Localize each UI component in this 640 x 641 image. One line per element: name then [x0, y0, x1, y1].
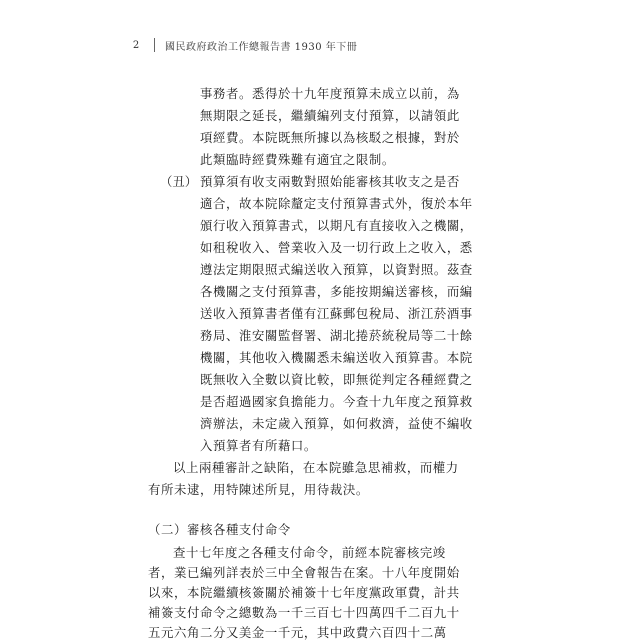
text-line: 項經費。本院既無所據以為核駁之根據，對於	[200, 130, 460, 145]
text-line: 入預算者有所藉口。	[200, 438, 317, 453]
text-line: 務局、淮安關監督署、湖北捲菸統稅局等二十餘	[200, 328, 473, 343]
text-line: 是否超過國家負擔能力。今查十九年度之預算救	[200, 394, 473, 409]
text-line: 各機關之支付預算書，多能按期編送審核，而編	[200, 284, 473, 299]
text-line: 以來，本院繼續核簽關於補簽十七年度黨政軍費，計共	[148, 585, 460, 600]
text-line: 適合，故本院除釐定支付預算書式外，復於本年	[200, 196, 473, 211]
text-line: 機關，其他收入機關悉未編送收入預算書。本院	[200, 350, 473, 365]
text-line: 此類臨時經費殊難有適宜之限制。	[200, 152, 395, 167]
text-line: 如租稅收入、營業收入及一切行政上之收入，悉	[200, 240, 473, 255]
text-line: 遵法定期限照式編送收入預算，以資對照。茲查	[200, 262, 473, 277]
section-heading: （二）審核各種支付命令	[148, 522, 291, 537]
text-line: 事務者。悉得於十九年度預算未成立以前，為	[200, 86, 460, 101]
text-line: 濟辦法，未定歲入預算，如何救濟，益使不編收	[200, 416, 473, 431]
text-line: 以上兩種審計之缺陷，在本院雖急思補救，而權力	[173, 460, 459, 475]
text-line: 有所未逮，用特陳述所見，用待裁決。	[148, 482, 369, 497]
text-line: 無期限之延長，繼續編列支付預算，以請領此	[200, 108, 460, 123]
text-line: 補簽支付命令之總數為一千三百七十四萬四千二百九十	[148, 605, 460, 620]
text-line: 預算須有收支兩數對照始能審核其收支之是否	[200, 174, 460, 189]
text-line: 者，業已編列詳表於三中全會報告在案。十八年度開始	[148, 565, 460, 580]
page-number: 2	[132, 39, 140, 51]
text-line: 五元六角二分又美金一千元，其中政費六百四十二萬	[148, 625, 447, 640]
text-line: 頒行收入預算書式，以期凡有直接收入之機關，	[200, 218, 473, 233]
text-line: 查十七年度之各種支付命令，前經本院審核完竣	[173, 545, 446, 560]
text-line: 既無收入全數以資比較，即無從判定各種經費之	[200, 372, 473, 387]
item-marker: （丑）	[160, 174, 198, 189]
text-line: 送收入預算書者僅有江蘇郵包稅局、浙江菸酒事	[200, 306, 473, 321]
running-title: 國民政府政治工作總報告書 1930 年下冊	[165, 41, 358, 53]
